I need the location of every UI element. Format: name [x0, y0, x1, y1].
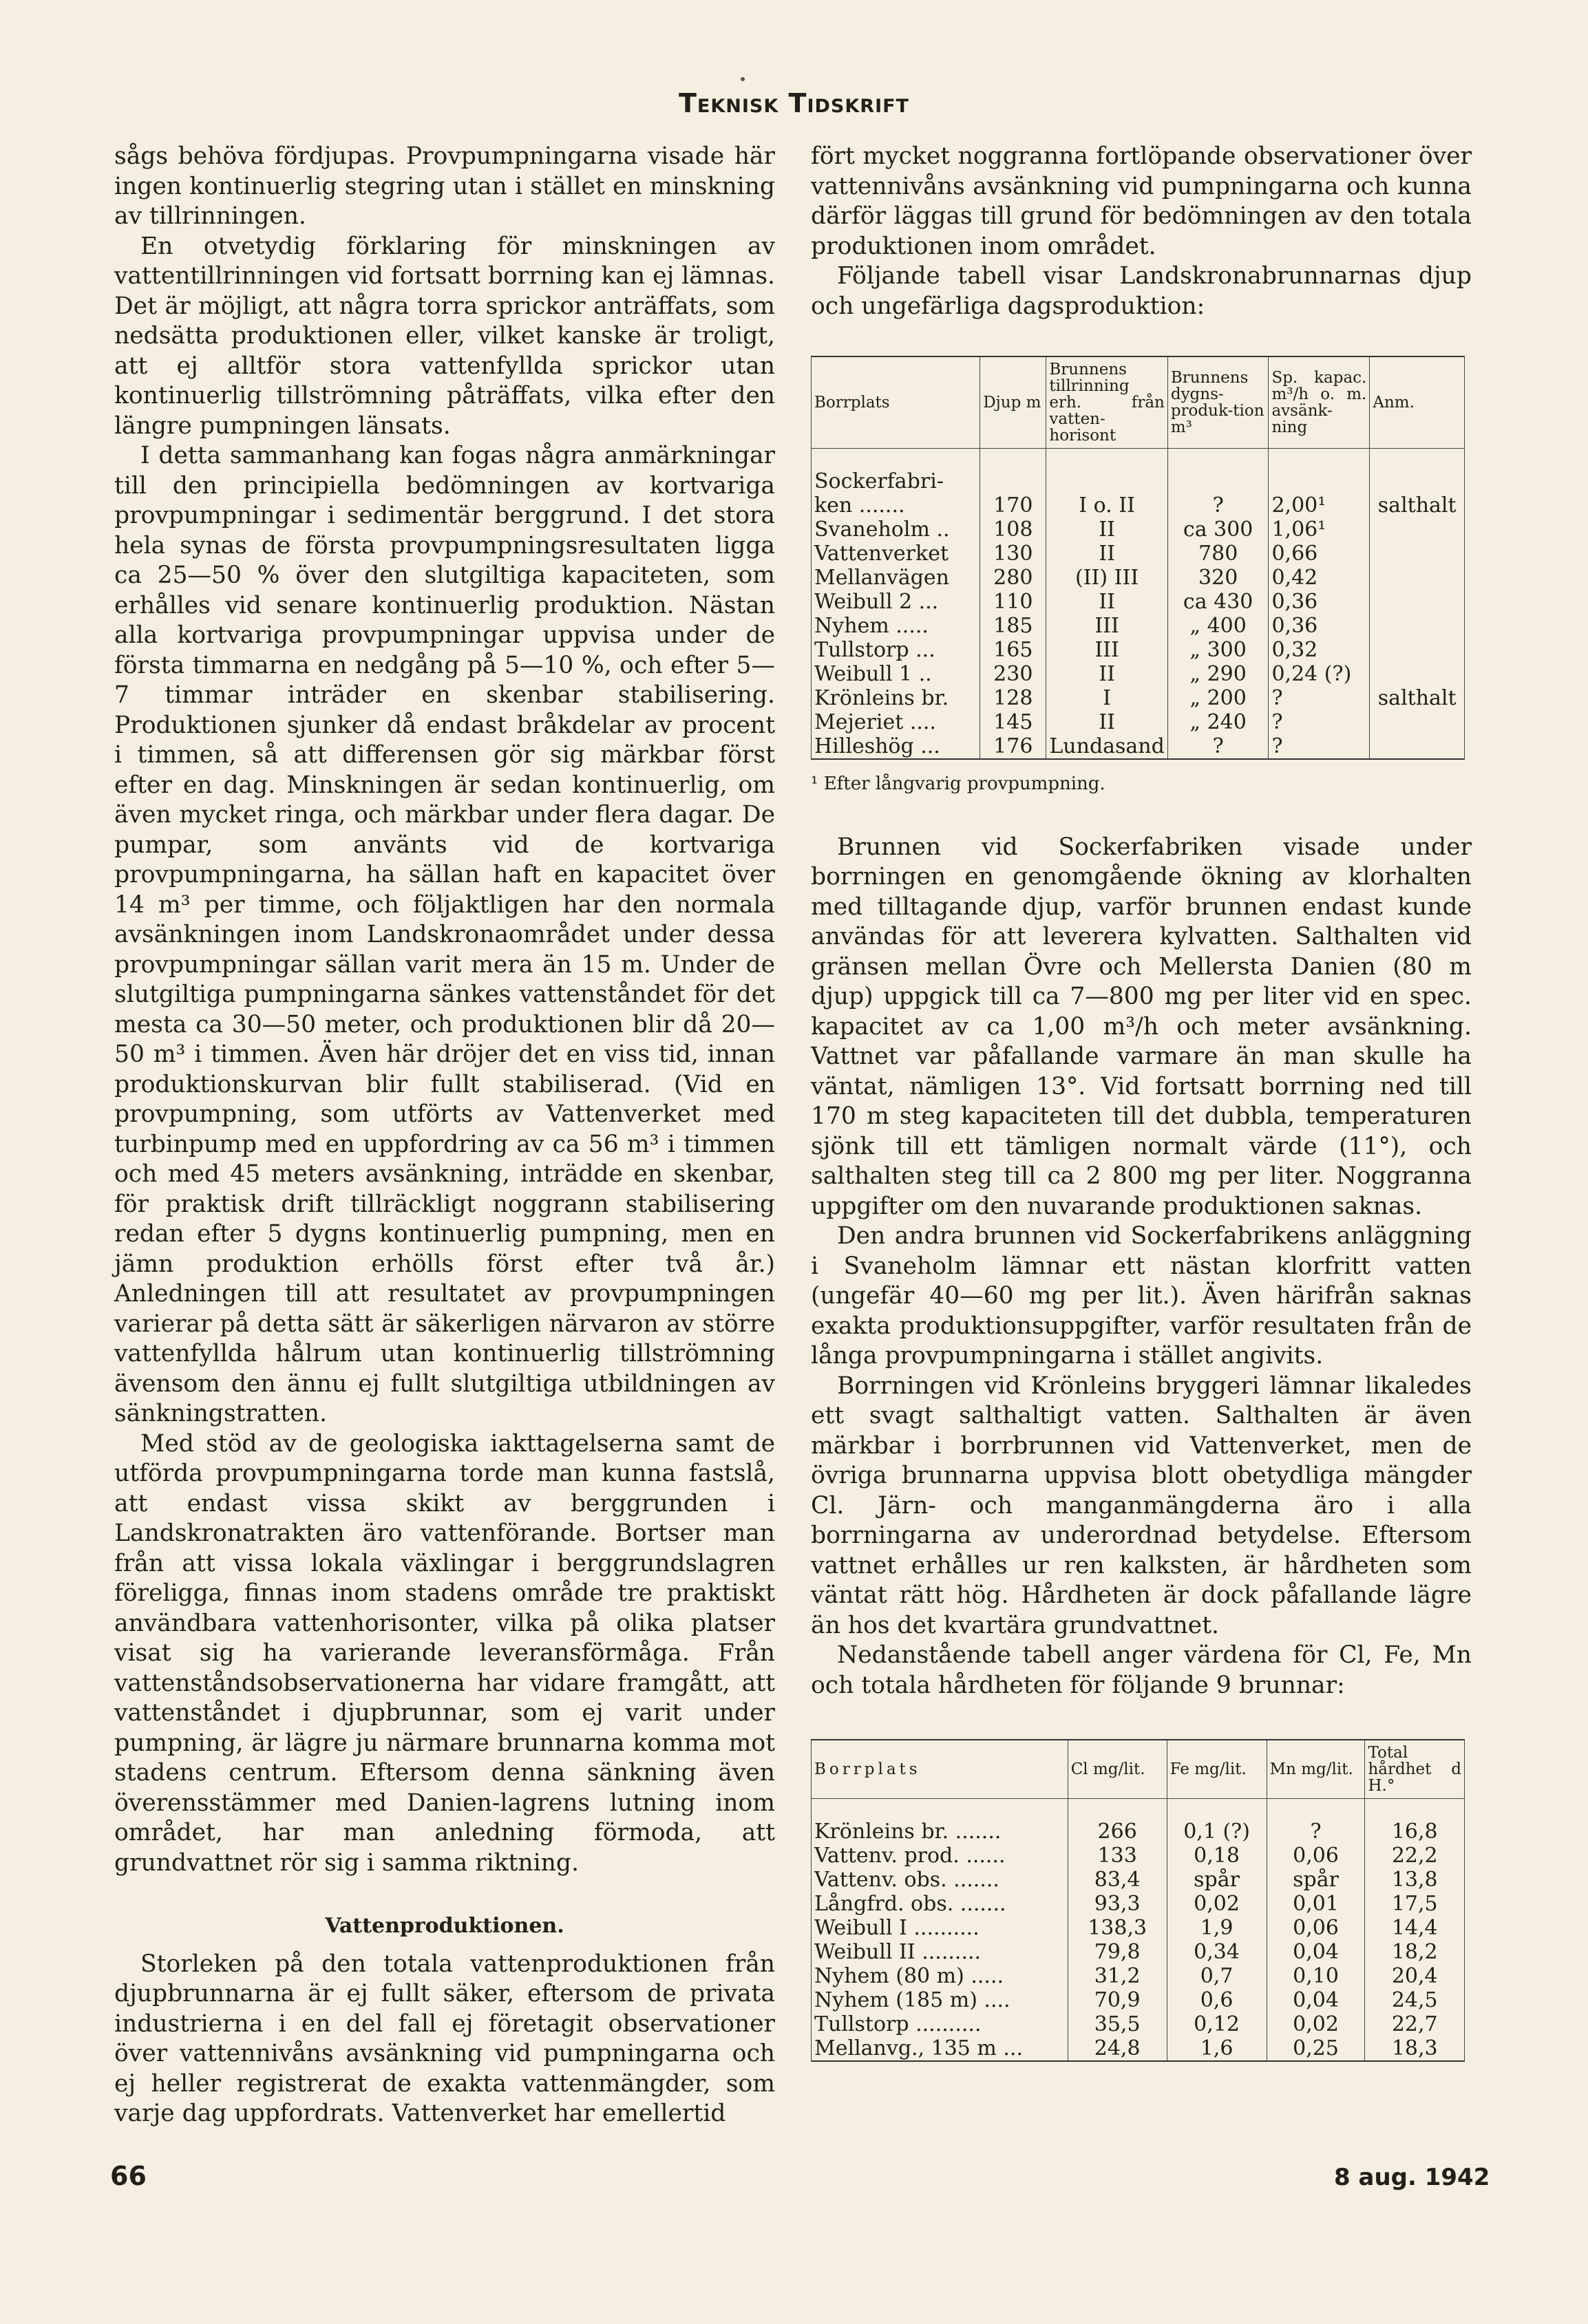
table-cell — [1046, 469, 1167, 493]
table-cell: 130 — [980, 542, 1046, 566]
paragraph: Den andra brunnen vid Sockerfabrikens anläggning i Svaneholm lämnar ett nästan klorfritt vatten (ungefär 40—60 mg per lit.). Även härifrån saknas exakta produktionsuppgifter, varför resultaten från de långa provpumpningarna i stället angivits. — [811, 1222, 1472, 1369]
table-cell: 108 — [980, 518, 1046, 542]
issue-date: 8 aug. 1942 — [1334, 2164, 1490, 2191]
table-cell: 0,36 — [1269, 590, 1370, 614]
table-cell: 18,2 — [1365, 1940, 1465, 1964]
table-cell: Mellanvägen — [812, 566, 980, 590]
table-cell: II — [1046, 518, 1167, 542]
paragraph: En otvetydig förklaring för minskningen av vattentillrinningen vid fortsatt borrning kan ej lämnas. Det är möjligt, att några torra sprickor anträffats, som nedsätta produktionen eller, vilket kanske är troligt, att ej alltför stora vattenfyllda sprickor utan kontinuerlig tillströmning påträffats, vilka efter den längre pumpningen länsats. — [114, 232, 775, 440]
table-cell: 0,04 — [1267, 1940, 1365, 1964]
table-row — [812, 1892, 1465, 1916]
table-cell: 0,66 — [1269, 542, 1370, 566]
table-cell: Nyhem ..... — [812, 614, 980, 638]
table-cell: Mejeriet .... — [812, 710, 980, 734]
table-cell: 320 — [1167, 566, 1269, 590]
table-header: Borrplats — [812, 356, 980, 449]
table-cell: Hilleshög ... — [812, 734, 980, 759]
paragraph: Följande tabell visar Landskronabrunnarnas djup och ungefärliga dagsproduktion: — [811, 262, 1472, 320]
table-header: Brunnens tillrinning erh. från vatten-horisont — [1046, 356, 1167, 449]
table-cell: 13,8 — [1365, 1868, 1465, 1892]
table-row — [812, 1844, 1465, 1868]
table-cell: 0,1 (?) — [1167, 1820, 1267, 1844]
table-cell: 230 — [980, 662, 1046, 686]
table-cell: 16,8 — [1365, 1820, 1465, 1844]
table-row — [812, 1940, 1465, 1964]
table-cell: 1,06¹ — [1269, 518, 1370, 542]
table-cell: 0,06 — [1267, 1916, 1365, 1940]
table-cell: 0,36 — [1269, 614, 1370, 638]
table-cell: 2,00¹ — [1269, 493, 1370, 518]
table-cell: Vattenverket — [812, 542, 980, 566]
table-cell: Sockerfabri- — [812, 469, 980, 493]
table-cell: 185 — [980, 614, 1046, 638]
well-production-table — [811, 356, 1465, 760]
table-cell: 0,42 — [1269, 566, 1370, 590]
table-header: Anm. — [1370, 356, 1465, 449]
table-cell: 20,4 — [1365, 1964, 1465, 1988]
table-cell: Vattenv. prod. ...... — [812, 1844, 1068, 1868]
table-cell: 0,7 — [1167, 1964, 1267, 1988]
table-cell: Långfrd. obs. ....... — [812, 1892, 1068, 1916]
table-cell: 1,6 — [1167, 2036, 1267, 2061]
table-cell: 83,4 — [1068, 1868, 1167, 1892]
water-chemistry-table — [811, 1739, 1465, 2062]
table-cell: 145 — [980, 710, 1046, 734]
table-cell: Weibull I .......... — [812, 1916, 1068, 1940]
table-body — [812, 449, 1465, 760]
paragraph: Storleken på den totala vattenproduktionen från djupbrunnarna är ej fullt säker, eftersom de privata industrierna i en del fall ej företagit observationer över vattennivåns avsänkning vid pumpningarna och ej heller registrerat de exakta vattenmängder, som varje dag uppfordrats. Vattenverket har emellertid — [114, 1950, 775, 2127]
table-cell: Vattenv. obs. ....... — [812, 1868, 1068, 1892]
table-cell: 0,24 (?) — [1269, 662, 1370, 686]
table-cell: Weibull II ......... — [812, 1940, 1068, 1964]
table-cell: 1,9 — [1167, 1916, 1267, 1940]
table-header: Djup m — [980, 356, 1046, 449]
table-cell — [1370, 734, 1465, 759]
paragraph: fört mycket noggranna fortlöpande observationer över vattennivåns avsänkning vid pumpningarna och kunna därför läggas till grund för bedömningen av den totala produktionen inom området. — [811, 142, 1472, 260]
table-cell: II — [1046, 542, 1167, 566]
table-row — [812, 590, 1465, 614]
table-cell: 22,7 — [1365, 2012, 1465, 2036]
table-cell: 17,5 — [1365, 1892, 1465, 1916]
paragraph: Brunnen vid Sockerfabriken visade under borrningen en genomgående ökning av klorhalten med tilltagande djup, varför brunnen endast kunde användas för att leverera kylvatten. Salthalten vid gränsen mellan Övre och Mellersta Danien (80 m djup) uppgick till ca 7—800 mg per liter vid en spec. kapacitet av ca 1,00 m³/h och meter avsänkning. Vattnet var påfallande varmare än man skulle ha väntat, nämligen 13°. Vid fortsatt borrning ned till 170 m steg kapaciteten till det dubbla, temperaturen sjönk till ett tämligen normalt värde (11°), och salthalten steg till ca 2 800 mg per liter. Noggranna uppgifter om den nuvarande produktionen saknas. — [811, 833, 1472, 1220]
right-column — [811, 142, 1472, 2062]
table-cell: ken ....... — [812, 493, 980, 518]
table-row — [812, 1988, 1465, 2012]
table-cell: 0,18 — [1167, 1844, 1267, 1868]
table-cell: 0,10 — [1267, 1964, 1365, 1988]
table-cell: 0,34 — [1167, 1940, 1267, 1964]
table-row — [812, 518, 1465, 542]
table-cell: 93,3 — [1068, 1892, 1167, 1916]
table-cell: Krönleins br. — [812, 686, 980, 710]
table-cell: ? — [1269, 734, 1370, 759]
table-cell: 280 — [980, 566, 1046, 590]
table-cell: ca 300 — [1167, 518, 1269, 542]
table-row — [812, 614, 1465, 638]
page-number: 66 — [110, 2161, 147, 2191]
table-cell: 0,04 — [1267, 1988, 1365, 2012]
table-row — [812, 542, 1465, 566]
section-heading: Vattenproduktionen. — [325, 1914, 564, 1938]
table-cell: 165 — [980, 638, 1046, 662]
table-row — [812, 1820, 1465, 1844]
journal-masthead: Teknisk Tidskrift — [679, 88, 909, 118]
table-cell — [1370, 566, 1465, 590]
paragraph: Nedanstående tabell anger värdena för Cl, Fe, Mn och totala hårdheten för följande 9 brunnar: — [811, 1641, 1472, 1699]
table-cell: 70,9 — [1068, 1988, 1167, 2012]
table-cell: 18,3 — [1365, 2036, 1465, 2061]
table-cell — [1370, 638, 1465, 662]
table-cell: 22,2 — [1365, 1844, 1465, 1868]
table-cell: Krönleins br. ....... — [812, 1820, 1068, 1844]
table-cell: II — [1046, 590, 1167, 614]
table-cell: 266 — [1068, 1820, 1167, 1844]
table-cell: 110 — [980, 590, 1046, 614]
table-cell: Weibull 2 ... — [812, 590, 980, 614]
paragraph: sågs behöva fördjupas. Provpumpningarna visade här ingen kontinuerlig stegring utan i stället en minskning av tillrinningen. — [114, 142, 775, 230]
table-body — [812, 1799, 1465, 2062]
table-cell: III — [1046, 638, 1167, 662]
table-cell: spår — [1167, 1868, 1267, 1892]
table-cell: 176 — [980, 734, 1046, 759]
table-cell: salthalt — [1370, 686, 1465, 710]
table-cell: Lundasand — [1046, 734, 1167, 759]
table-cell: 0,02 — [1267, 2012, 1365, 2036]
table-cell: (II) III — [1046, 566, 1167, 590]
table-cell: Mellanvg., 135 m ... — [812, 2036, 1068, 2061]
table-cell: „ 400 — [1167, 614, 1269, 638]
table-cell: II — [1046, 662, 1167, 686]
table-cell — [1370, 518, 1465, 542]
table-row — [812, 1964, 1465, 1988]
table-row — [812, 638, 1465, 662]
table-cell: 138,3 — [1068, 1916, 1167, 1940]
table-cell — [1167, 469, 1269, 493]
paragraph: Med stöd av de geologiska iakttagelserna samt de utförda provpumpningarna torde man kunna fastslå, att endast vissa skikt av berggrunden i Landskronatrakten äro vattenförande. Bortser man från att vissa lokala växlingar i berggrundslagren föreligga, finnas inom stadens område tre praktiskt användbara vattenhorisonter, vilka på olika platser visat sig ha varierande leveransförmåga. Från vattenståndsobservationerna har vidare framgått, att vattenståndet i djupbrunnar, som ej varit under pumpning, är lägre ju närmare brunnarna komma mot stadens centrum. Eftersom denna sänkning även överensstämmer med Danien-lagrens lutning inom området, har man anledning förmoda, att grundvattnet rör sig i samma riktning. — [114, 1429, 775, 1877]
table-cell: 79,8 — [1068, 1940, 1167, 1964]
table-cell: Nyhem (185 m) .... — [812, 1988, 1068, 2012]
table-cell: ? — [1167, 734, 1269, 759]
table-header: Sp. kapac. m³/h o. m. avsänk-ning — [1269, 356, 1370, 449]
table-cell: „ 200 — [1167, 686, 1269, 710]
table-row — [812, 2012, 1465, 2036]
table-cell: 780 — [1167, 542, 1269, 566]
table-cell — [1269, 469, 1370, 493]
table-cell: 0,6 — [1167, 1988, 1267, 2012]
table-cell: Tullstorp .......... — [812, 2012, 1068, 2036]
table-row — [812, 2036, 1465, 2061]
table-cell: 14,4 — [1365, 1916, 1465, 1940]
table-cell: I o. II — [1046, 493, 1167, 518]
table-row — [812, 1868, 1465, 1892]
table-cell: spår — [1267, 1868, 1365, 1892]
table-cell: Nyhem (80 m) ..... — [812, 1964, 1068, 1988]
table-cell: ? — [1269, 686, 1370, 710]
table-cell: 35,5 — [1068, 2012, 1167, 2036]
paragraph: Borrningen vid Krönleins bryggeri lämnar likaledes ett svagt salthaltigt vatten. Salthalten är även märkbar i borrbrunnen vid Vattenverket, men de övriga brunnarna uppvisa blott obetydliga mängder Cl. Järn- och manganmängderna äro i alla borrningarna av underordnad betydelse. Eftersom vattnet erhålles ur ren kalksten, är hårdheten som väntat rätt hög. Hårdheten är dock påfallande lägre än hos det kvartära grundvattnet. — [811, 1372, 1472, 1639]
table-header: Fe mg/lit. — [1167, 1740, 1267, 1799]
table-cell: 0,06 — [1267, 1844, 1365, 1868]
table-header: Borrplats — [812, 1740, 1068, 1799]
table-cell: „ 300 — [1167, 638, 1269, 662]
table-cell: „ 240 — [1167, 710, 1269, 734]
table-header: Mn mg/lit. — [1267, 1740, 1365, 1799]
table-cell: 24,5 — [1365, 1988, 1465, 2012]
table-cell — [1370, 590, 1465, 614]
table-footnote: ¹ Efter långvarig provpumpning. — [811, 774, 1105, 794]
table-cell: 0,25 — [1267, 2036, 1365, 2061]
table-header: Cl mg/lit. — [1068, 1740, 1167, 1799]
printer-dot — [741, 77, 745, 81]
table-row — [812, 493, 1465, 518]
table-row — [812, 469, 1465, 493]
table-cell: „ 290 — [1167, 662, 1269, 686]
table-cell: ca 430 — [1167, 590, 1269, 614]
table-cell: Tullstorp ... — [812, 638, 980, 662]
table-cell — [1370, 469, 1465, 493]
table-cell — [1370, 542, 1465, 566]
table-row — [812, 734, 1465, 759]
table-cell: III — [1046, 614, 1167, 638]
table-cell: I — [1046, 686, 1167, 710]
table-cell: II — [1046, 710, 1167, 734]
table-header: Total hårdhet d H.° — [1365, 1740, 1465, 1799]
table-cell: 170 — [980, 493, 1046, 518]
paragraph: I detta sammanhang kan fogas några anmärkningar till den principiella bedömningen av kortvariga provpumpningar i sedimentär berggrund. I det stora hela synas de första provpumpningsresultaten ligga ca 25—50 % över den slutgiltiga kapaciteten, som erhålles vid senare kontinuerlig produktion. Nästan alla kortvariga provpumpningar uppvisa under de första timmarna en nedgång på 5—10 %, och efter 5—7 timmar inträder en skenbar stabilisering. Produktionen sjunker då endast bråkdelar av procent i timmen, så att differensen gör sig märkbar först efter en dag. Minskningen är sedan kontinuerlig, om även mycket ringa, och märkbar under flera dagar. De pumpar, som använts vid de kortvariga provpumpningarna, ha sällan haft en kapacitet över 14 m³ per timme, och följaktligen har den normala avsänkningen inom Landskronaområdet under dessa provpumpningar sällan varit mera än 15 m. Under de slutgiltiga pumpningarna sänkes vattenståndet för det mesta ca 30—50 meter, och produktionen blir då 20—50 m³ i timmen. Även här dröjer det en viss tid, innan produktionskurvan blir fullt stabiliserad. (Vid en provpumpning, som utförts av Vattenverket med turbinpump med en uppfordring av ca 56 m³ i timmen och med 45 meters avsänkning, inträdde en skenbar, för praktisk drift tillräckligt noggrann stabilisering redan efter 5 dygns kontinuerlig pumpning, men en jämn produktion erhölls först efter två år.) Anledningen till att resultatet av provpumpningen varierar på detta sätt är säkerligen närvaron av större vattenfyllda hålrum utan kontinuerlig tillströmning ävensom den ännu ej fullt slutgiltiga utbildningen av sänkningstratten. — [114, 442, 775, 1427]
table-header: Brunnens dygns-produk-tion m³ — [1167, 356, 1269, 449]
table-row — [812, 1916, 1465, 1940]
left-column — [114, 142, 775, 2129]
table-cell — [980, 469, 1046, 493]
table-row — [812, 566, 1465, 590]
table-cell: 128 — [980, 686, 1046, 710]
table-cell: salthalt — [1370, 493, 1465, 518]
table-cell: 133 — [1068, 1844, 1167, 1868]
table-cell: 24,8 — [1068, 2036, 1167, 2061]
table-cell — [1370, 710, 1465, 734]
table-cell: ? — [1267, 1820, 1365, 1844]
table-cell: Svaneholm .. — [812, 518, 980, 542]
table-cell — [1370, 662, 1465, 686]
table-cell — [1370, 614, 1465, 638]
table-cell: ? — [1269, 710, 1370, 734]
table-cell: 0,12 — [1167, 2012, 1267, 2036]
table-row — [812, 662, 1465, 686]
table-cell: 0,02 — [1167, 1892, 1267, 1916]
table-cell: Weibull 1 .. — [812, 662, 980, 686]
table-cell: ? — [1167, 493, 1269, 518]
table-row — [812, 710, 1465, 734]
table-row — [812, 686, 1465, 710]
table-cell: 0,32 — [1269, 638, 1370, 662]
table-cell: 0,01 — [1267, 1892, 1365, 1916]
table-cell: 31,2 — [1068, 1964, 1167, 1988]
